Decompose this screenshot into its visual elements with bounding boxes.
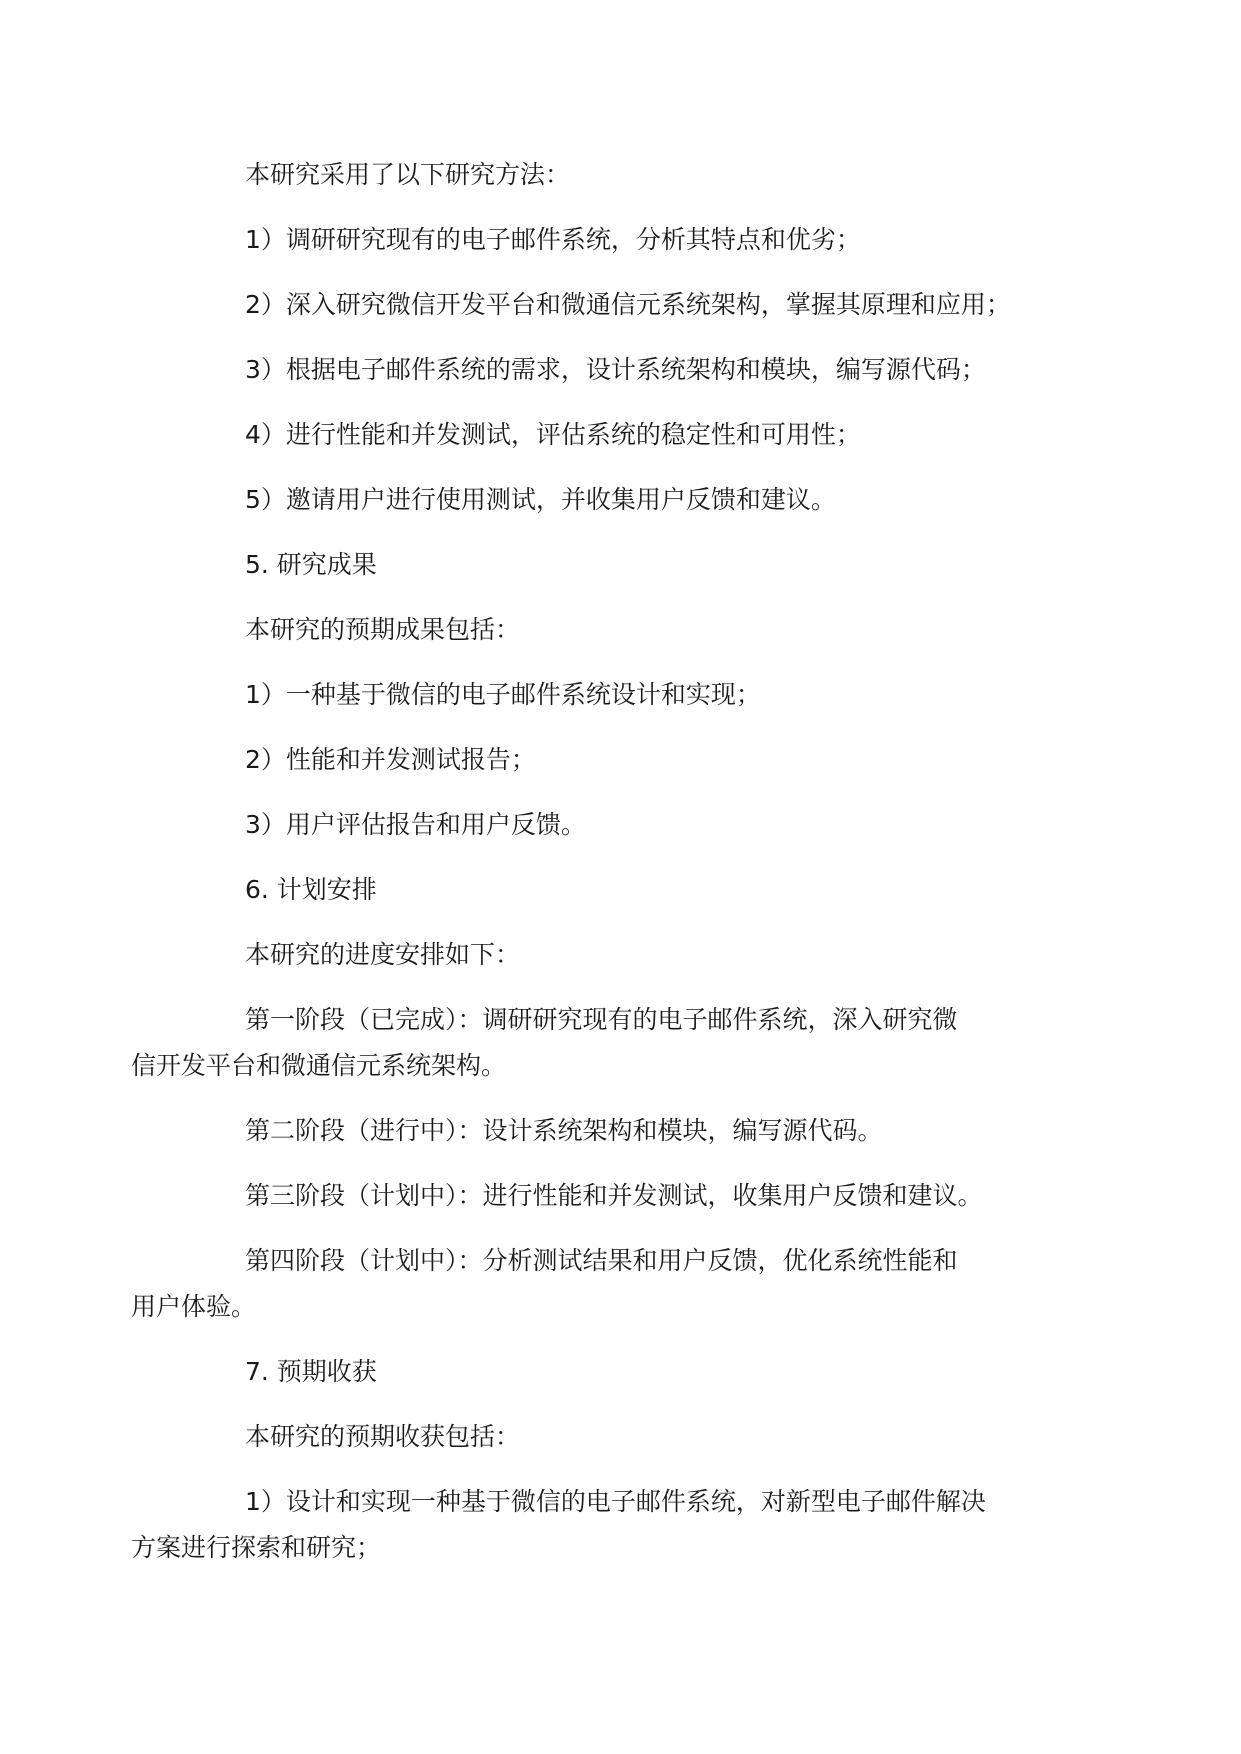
gain-item-1-line-2: 方案进行探索和研究；	[131, 1533, 382, 1562]
result-item-3: 3）用户评估报告和用户反馈。	[245, 810, 586, 839]
plan-stage-4-line-2: 用户体验。	[131, 1292, 257, 1321]
section-heading-plan: 6. 计划安排	[245, 875, 377, 904]
plan-intro: 本研究的进度安排如下：	[245, 940, 521, 969]
method-item-3: 3）根据电子邮件系统的需求，设计系统架构和模块，编写源代码；	[245, 355, 986, 384]
results-intro: 本研究的预期成果包括：	[245, 615, 521, 644]
plan-stage-1-line-1: 第一阶段（已完成）：调研研究现有的电子邮件系统，深入研究微	[245, 1005, 958, 1034]
document-body	[131, 152, 1088, 1590]
section-heading-results: 5. 研究成果	[245, 550, 377, 579]
plan-stage-1	[131, 997, 1038, 1089]
result-item-1: 1）一种基于微信的电子邮件系统设计和实现；	[245, 680, 761, 709]
section-heading-gains: 7. 预期收获	[245, 1357, 377, 1386]
method-item-1: 1）调研研究现有的电子邮件系统，分析其特点和优劣；	[245, 225, 861, 254]
plan-stage-3: 第三阶段（计划中）：进行性能和并发测试，收集用户反馈和建议。	[245, 1181, 983, 1210]
gain-item-1	[131, 1479, 1038, 1571]
plan-stage-4-line-1: 第四阶段（计划中）：分析测试结果和用户反馈，优化系统性能和	[245, 1246, 958, 1275]
methods-intro: 本研究采用了以下研究方法：	[245, 160, 571, 189]
plan-stage-4	[131, 1238, 1038, 1330]
plan-stage-1-line-2: 信开发平台和微通信元系统架构。	[131, 1051, 507, 1080]
method-item-4: 4）进行性能和并发测试，评估系统的稳定性和可用性；	[245, 420, 861, 449]
gains-intro: 本研究的预期收获包括：	[245, 1422, 521, 1451]
plan-stage-2: 第二阶段（进行中）：设计系统架构和模块，编写源代码。	[245, 1116, 883, 1145]
result-item-2: 2）性能和并发测试报告；	[245, 745, 536, 774]
gain-item-1-line-1: 1）设计和实现一种基于微信的电子邮件系统，对新型电子邮件解决	[245, 1487, 986, 1516]
method-item-5: 5）邀请用户进行使用测试，并收集用户反馈和建议。	[245, 485, 836, 514]
method-item-2: 2）深入研究微信开发平台和微通信元系统架构，掌握其原理和应用；	[245, 290, 1011, 319]
